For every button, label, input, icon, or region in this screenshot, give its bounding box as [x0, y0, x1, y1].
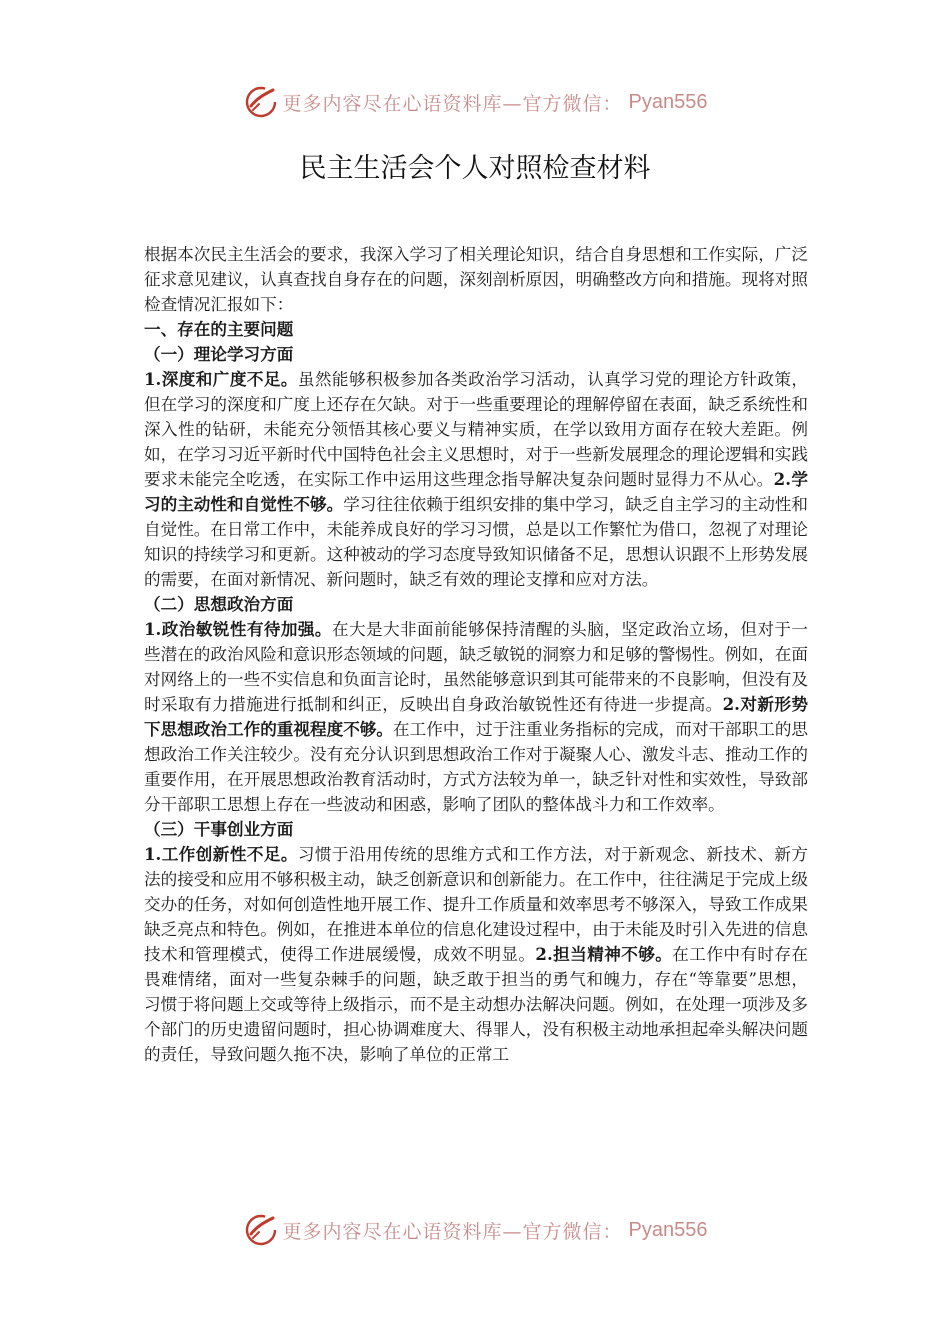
brush-logo-icon [243, 84, 279, 120]
watermark-text: 更多内容尽在心语资料库—官方微信： [282, 1220, 623, 1243]
watermark-text: 更多内容尽在心语资料库—官方微信： [282, 92, 623, 115]
point-text: 在工作中，过于注重业务指标的完成，而对干部职工的思想政治工作关注较少。没有充分认识到思想政治工作对于凝聚人心、激发斗志、推动工作的重要作用，在开展思想政治教育活动时，方式方法较为单一，缺乏针对性和实效性，导致部分干部职工思想上存在一些波动和困惑，影响了团队的整体战斗力和工作效率。 [144, 720, 809, 814]
point-heading: 2.担当精神不够。 [535, 944, 673, 964]
point-heading: 2.学习的主动性和自觉性不够。 [144, 469, 808, 514]
point-text: 在工作中有时存在畏难情绪，面对一些复杂棘手的问题，缺乏敢于担当的勇气和魄力，存在“等靠要”思想，习惯于将问题上交或等待上级指示，而不是主动想办法解决问题。例如，在处理一项涉及多个部门的历史遗留问题时，担心协调难度大、得罪人，没有积极主动地承担起牵头解决问题的责任，导致问题久拖不决，影响了单位的正常工 [144, 945, 808, 1064]
subsection-heading-politics: （二）思想政治方面 [144, 594, 294, 614]
point-text: 学习往往依赖于组织安排的集中学习，缺乏自主学习的主动性和自觉性。在日常工作中，未能养成良好的学习习惯，总是以工作繁忙为借口，忽视了对理论知识的持续学习和更新。这种被动的学习态度导致知识储备不足，思想认识跟不上形势发展的需要，在面对新情况、新问题时，缺乏有效的理论支撑和应对方法。 [144, 495, 808, 589]
subsection-heading-theory: （一）理论学习方面 [144, 344, 294, 364]
watermark-handle: Pyan556 [628, 90, 708, 113]
point-text: 虽然能够积极参加各类政治学习活动，认真学习党的理论方针政策，但在学习的深度和广度上还存在欠缺。对于一些重要理论的理解停留在表面，缺乏系统性和深入性的钻研，未能充分领悟其核心要义与精神实质，在学以致用方面存在较大差距。例如，在学习习近平新时代中国特色社会主义思想时，对于一些新发展理念的理论逻辑和实践要求未能完全吃透，在实际工作中运用这些理念指导解决复杂问题时显得力不从心。 [144, 370, 808, 489]
watermark-banner-top [0, 80, 950, 124]
paragraph-theory [144, 367, 808, 592]
paragraph-work [144, 842, 808, 1067]
watermark-banner-bottom [0, 1208, 950, 1252]
point-heading: 2.对新形势下思想政治工作的重视程度不够。 [144, 694, 809, 739]
subsection-heading-work: （三）干事创业方面 [144, 819, 294, 839]
document-body [144, 242, 808, 1067]
page-title: 民主生活会个人对照检查材料 [299, 153, 651, 184]
point-text: 习惯于沿用传统的思维方式和工作方法，对于新观念、新技术、新方法的接受和应用不够积极主动，缺乏创新意识和创新能力。在工作中，往往满足于完成上级交办的任务，对如何创造性地开展工作、提升工作质量和效率思考不够深入，导致工作成果缺乏亮点和特色。例如，在推进本单位的信息化建设过程中，由于未能及时引入先进的信息技术和管理模式，使得工作进展缓慢，成效不明显。 [144, 845, 808, 964]
section-heading: 一、存在的主要问题 [144, 319, 294, 339]
point-heading: 1.工作创新性不足。 [144, 844, 298, 864]
point-heading: 1.政治敏锐性有待加强。 [144, 619, 332, 639]
brush-logo-icon [243, 1212, 279, 1248]
point-text: 在大是大非面前能够保持清醒的头脑，坚定政治立场，但对于一些潜在的政治风险和意识形态领域的问题，缺乏敏锐的洞察力和足够的警惕性。例如，在面对网络上的一些不实信息和负面言论时，虽然能够意识到其可能带来的不良影响，但没有及时采取有力措施进行抵制和纠正，反映出自身政治敏锐性还有待进一步提高。 [144, 620, 809, 714]
intro-paragraph: 根据本次民主生活会的要求，我深入学习了相关理论知识，结合自身思想和工作实际，广泛征求意见建议，认真查找自身存在的问题，深刻剖析原因，明确整改方向和措施。现将对照检查情况汇报如下： [144, 245, 808, 314]
watermark-handle: Pyan556 [628, 1218, 708, 1241]
paragraph-politics [144, 617, 808, 817]
point-heading: 1.深度和广度不足。 [144, 369, 298, 389]
